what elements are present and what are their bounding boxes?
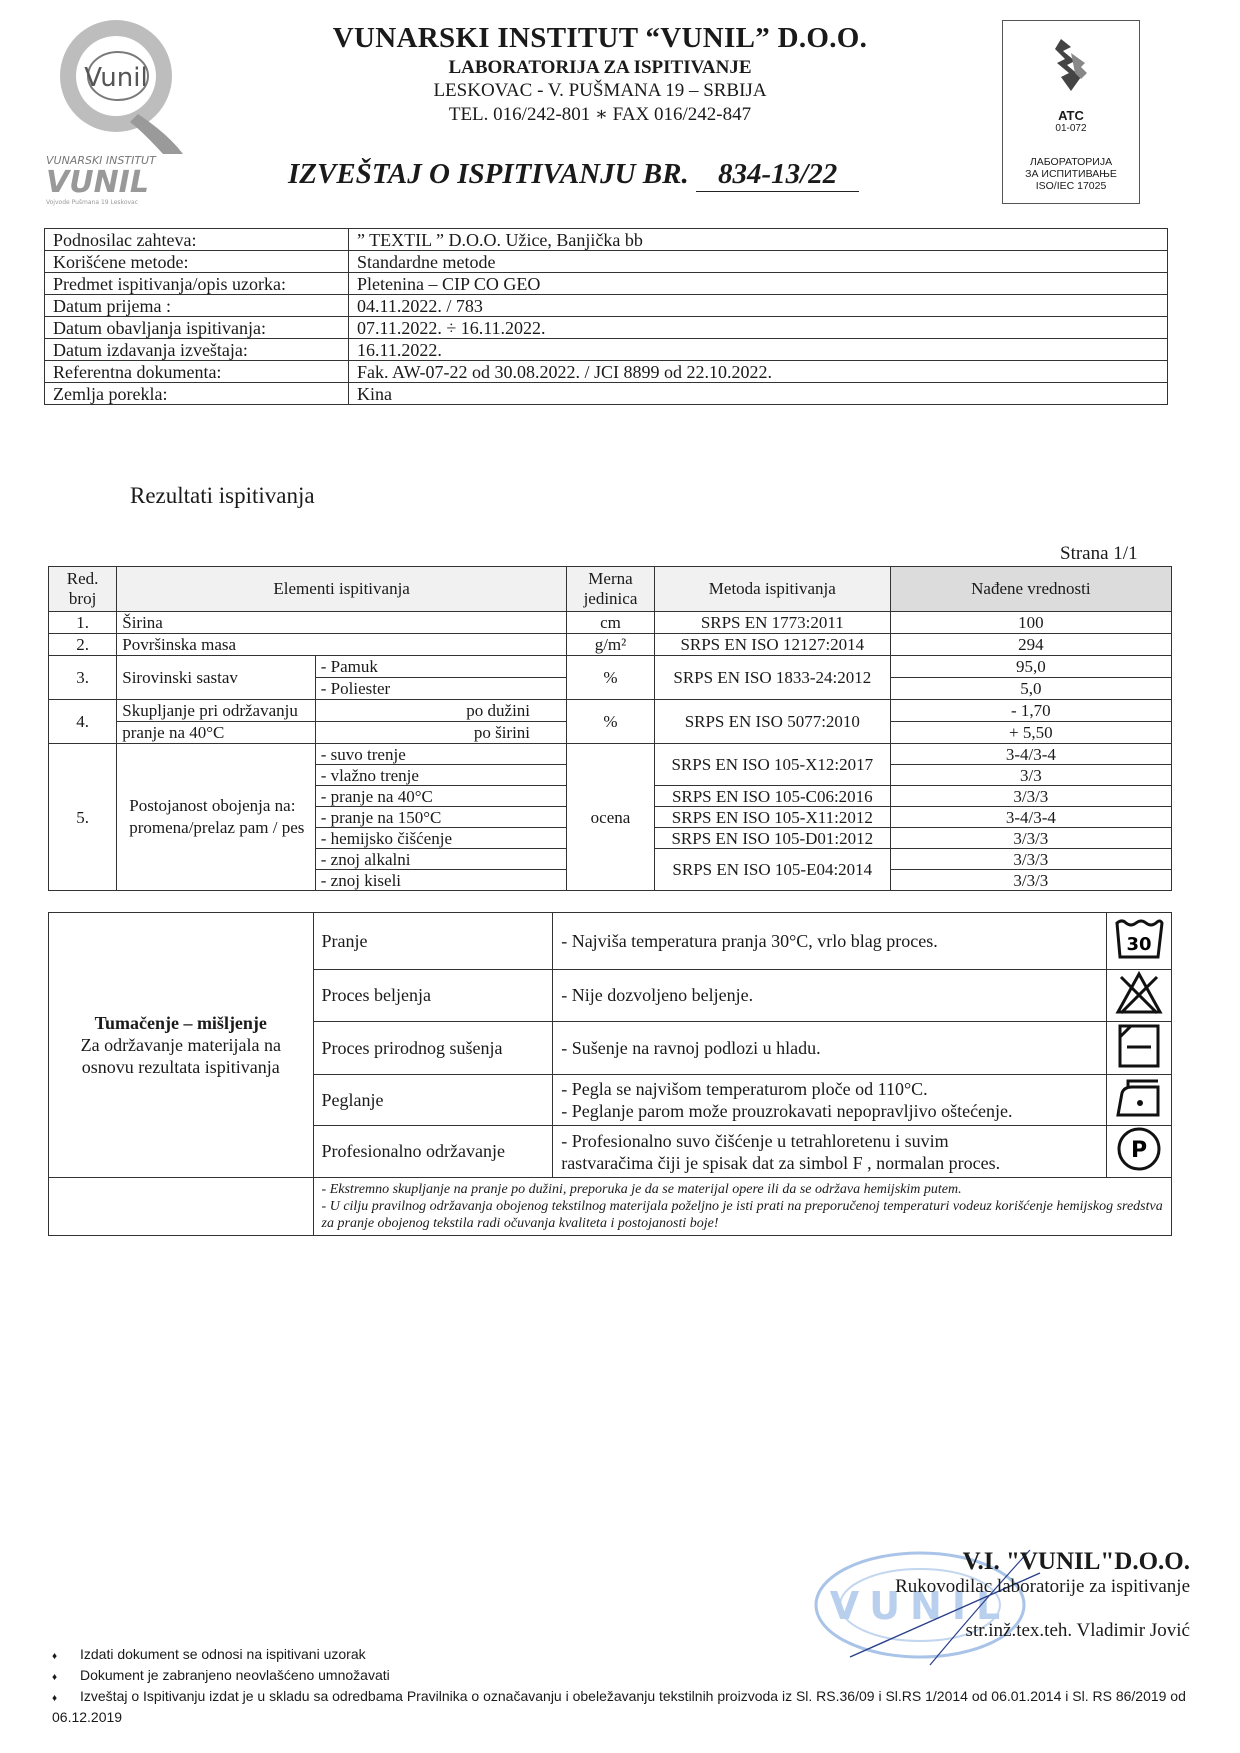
care-row: Proces beljenja - Nije dozvoljeno beljenje. [49,970,1172,1022]
notes-row [49,1178,1172,1236]
institute-name: VUNARSKI INSTITUT “VUNIL” D.O.O. [332,22,868,54]
svg-text:VUNARSKI INSTITUT: VUNARSKI INSTITUT [46,154,156,167]
report-title: IZVEŠTAJ O ISPITIVANJU BR. 834-13/22 [288,158,859,192]
svg-text:P: P [1130,1138,1148,1163]
table-row: 2. Površinska masa g/m² SRPS EN ISO 12127:2014 294 [49,634,1172,656]
table-row: - vlažno trenje 3/3 [49,765,1172,786]
table-row: 5. Postojanost obojenja na: promena/prelaz pam / pes - suvo trenje ocena SRPS EN ISO 105-X12:2017 3-4/3-4 [49,744,1172,765]
footer-note: ♦ Izdati dokument se odnosi na ispitivani uzorak [52,1645,1192,1666]
info-row: Zemlja porekla: Kina [45,383,1168,405]
table-row: 4. Skupljanje pri održavanju po dužini % SRPS EN ISO 5077:2010 - 1,70 [49,700,1172,722]
table-row: - hemijsko čišćenje SRPS EN ISO 105-D01:2012 3/3/3 [49,828,1172,849]
info-row: Referentna dokumenta: Fak. AW-07-22 od 30.08.2022. / JCI 8899 od 22.10.2022. [45,361,1168,383]
signature-company: V.I. "VUNIL"D.O.O. [962,1548,1190,1575]
lab-name: LABORATORIJA ZA ISPITIVANJE [448,57,752,78]
info-row: Korišćene metode: Standardne metode [45,251,1168,273]
info-row: Podnosilac zahteva: ” TEXTIL ” D.O.O. Užice, Banjička bb [45,229,1168,251]
dry-clean-p-icon [1107,1126,1172,1178]
header [260,22,940,126]
svg-text:30: 30 [1126,933,1152,955]
col-method: Metoda ispitivanja [654,567,890,612]
care-row: Proces prirodnog sušenja - Sušenje na ravnoj podlozi u hladu. [49,1022,1172,1075]
results-title: Rezultati ispitivanja [130,483,315,508]
info-row: Datum izdavanja izveštaja: 16.11.2022. [45,339,1168,361]
care-row: Peglanje - Pegla se najvišom temperaturom ploče od 110°C. - Peglanje parom može prouzrokavati nepopravljivo oštećenje. [49,1075,1172,1126]
flat-dry-shade-icon [1107,1022,1172,1075]
col-no: Red. broj [49,567,117,612]
svg-text:VUNIL: VUNIL [829,1584,1011,1628]
institute-logo [38,14,188,206]
notes: - Ekstremno skupljanje na pranje po dužini, preporuka je da se materijal opere ili da se održava hemijskim putem. - U cilju pravilnog održavanja obojenog tekstilnog materijala poželjno je isti prati na preporučenoj temperaturi vodeuz korišćenje hemijskog sredstva za pranje obojenog tekstila radi očuvanja kvaliteta i postojanosti boje! [313,1178,1171,1236]
no-bleach-icon [1107,970,1172,1022]
care-row: Profesionalno održavanje - Profesionalno suvo čišćenje u tetrahloretenu i suvim rastvaračima čiji je spisak dat za simbol F , normalan proces. P [49,1126,1172,1178]
info-row: Datum prijema : 04.11.2022. / 783 [45,295,1168,317]
atc-mark-icon [1041,33,1101,99]
col-unit: Merna jedinica [567,567,655,612]
results-header [49,567,1172,612]
table-row: - pranje na 40°C SRPS EN ISO 105-C06:2016 3/3/3 [49,786,1172,807]
col-element: Elementi ispitivanja [117,567,567,612]
interpretation-label: Tumačenje – mišljenje Za održavanje materijala na osnovu rezultata ispitivanja [49,913,314,1178]
report-number: 834-13/22 [696,158,859,192]
table-row: 1. Širina cm SRPS EN 1773:2011 100 [49,612,1172,634]
signature-name: str.inž.tex.teh. Vladimir Jović [965,1620,1190,1641]
signature-block [850,1548,1190,1642]
interpretation-table [48,912,1172,1236]
wash-30-icon [1107,913,1172,970]
footer-note: ♦ Dokument je zabranjeno neovlašćeno umnožavati [52,1666,1192,1687]
phone: TEL. 016/242-801 ∗ FAX 016/242-847 [448,104,752,125]
signature-role: Rukovodilac laboratorije za ispitivanje [895,1576,1190,1597]
svg-text:VUNIL: VUNIL [46,165,149,200]
col-value: Nađene vrednosti [890,567,1171,612]
address: LESKOVAC - V. PUŠMANA 19 – SRBIJA [433,80,767,101]
info-row: Predmet ispitivanja/opis uzorka: Pletenina – CIP CO GEO [45,273,1168,295]
iron-low-icon [1107,1075,1172,1126]
accreditation-badge: ATC 01-072 ЛАБОРАТОРИЈА ЗА ИСПИТИВАЊЕ ISO/IEC 17025 [1002,20,1140,204]
footer-note: ♦ Izveštaj o Ispitivanju izdat je u skladu sa odredbama Pravilnika o označavanju i obeležavanju tekstilnih proizvoda iz Sl. RS.36/09 i Sl.RS 1/2014 od 06.01.2014 i Sl. RS 86/2019 od 06.12.2019 [52,1687,1192,1727]
table-row: - pranje na 150°C SRPS EN ISO 105-X11:2012 3-4/3-4 [49,807,1172,828]
svg-text:Vojvode Pušmana 19 Leskovac: Vojvode Pušmana 19 Leskovac [46,199,139,206]
info-row: Datum obavljanja ispitivanja: 07.11.2022. ÷ 16.11.2022. [45,317,1168,339]
table-row: 3. Sirovinski sastav - Pamuk % SRPS EN ISO 1833-24:2012 95,0 [49,656,1172,678]
info-table [44,228,1168,405]
svg-text:Vunil: Vunil [84,63,148,93]
table-row: - znoj alkalni SRPS EN ISO 105-E04:2014 3/3/3 [49,849,1172,870]
results-table [48,566,1172,891]
care-row: Tumačenje – mišljenje Za održavanje materijala na osnovu rezultata ispitivanja Pranje - Najviša temperatura pranja 30°C, vrlo blag proces. 30 [49,913,1172,970]
table-row: pranje na 40°C po širini + 5,50 [49,722,1172,744]
table-row: - Poliester 5,0 [49,678,1172,700]
footer-notes [52,1645,1192,1727]
page-number: Strana 1/1 [1060,543,1138,564]
table-row: - znoj kiseli 3/3/3 [49,870,1172,891]
